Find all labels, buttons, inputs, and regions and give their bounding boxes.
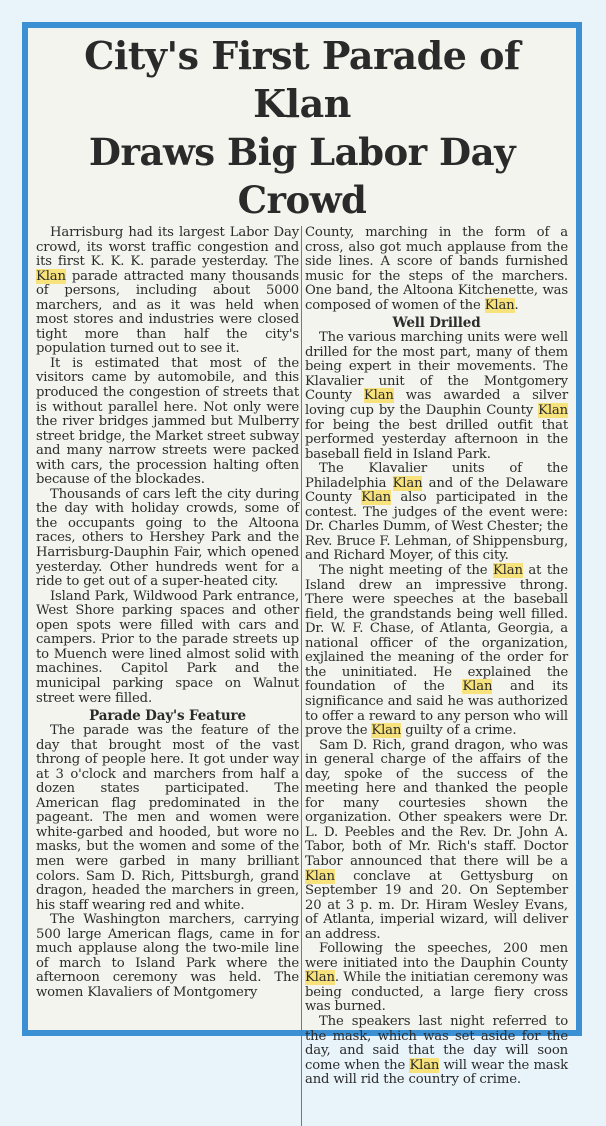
highlighted-word: Klan	[304, 868, 335, 884]
highlighted-word: Klan	[304, 970, 335, 986]
paragraph: County, marching in the form of a cross, also got much applause from the side lines. A score of bands furnished music for the steps of the marchers. One band, the Altoona Kitchenette, was composed of women of the Klan.	[304, 225, 568, 313]
column-left	[36, 226, 299, 1126]
headline-line-1: City's First Parade of Klan	[84, 33, 520, 126]
highlighted-word: Klan	[392, 475, 423, 491]
paragraph: Thousands of cars left the city during the day with holiday crowds, some of the occupants going to the Altoona races, others to Hershey Park and the Harrisburg-Dauphin Fair, which opened yesterday. Other hundreds went for a ride to get out of a super-heated city.	[36, 486, 299, 590]
paragraph: Island Park, Wildwood Park entrance, West Shore parking spaces and other open spots were filled with cars and campers. Prior to the parade streets up to Muench were lined almost solid with machines. Capitol Park and the municipal parking space on Walnut street were filled.	[36, 588, 299, 706]
column-divider	[301, 226, 302, 1126]
column-right	[305, 226, 568, 1126]
highlighted-word: Klan	[36, 268, 66, 284]
paragraph: The night meeting of the Klan at the Island drew an impressive throng. There were speeches at the baseball field, the grandstands being well filled. Dr. W. F. Chase, of Atlanta, Georgia, a national officer of the organization, exjlained the meaning of the order for the uninitiated. He explained the foundation of the Klan and its significance and said he was authorized to offer a reward to any person who will prove the Klan guilty of a crime.	[304, 563, 568, 739]
paragraph: Sam D. Rich, grand dragon, who was in general charge of the affairs of the day, spoke of the success of the meeting here and thanked the people for many courtesies shown the organization. Other speakers were Dr. L. D. Peebles and the Rev. Dr. John A. Tabor, both of Mr. Rich's staff. Doctor Tabor announced that there will be a Klan conclave at Gettysburg on September 19 and 20. On September 20 at 3 p. m. Dr. Hiram Wesley Evans, of Atlanta, imperial wizard, will deliver an address.	[304, 737, 568, 942]
highlighted-word: Klan	[484, 297, 515, 313]
paragraph: The parade was the feature of the day that brought most of the vast throng of people here. It got under way at 3 o'clock and marchers from half a dozen states participated. The American flag predominated in the pageant. The men and women were white-garbed and hooded, but wore no masks, but the women and some of the men were garbed in many brilliant colors. Sam D. Rich, Pittsburgh, grand dragon, headed the marchers in green, his staff wearing red and white.	[36, 723, 299, 913]
subheading: Parade Day's Feature	[89, 708, 246, 725]
headline	[36, 32, 568, 224]
highlighted-word: Klan	[371, 723, 402, 739]
highlighted-word: Klan	[462, 679, 493, 695]
subheading: Well Drilled	[392, 315, 481, 332]
highlighted-word: Klan	[363, 388, 394, 404]
article-frame	[22, 22, 582, 1088]
highlighted-word: Klan	[361, 490, 392, 506]
article-columns	[36, 226, 568, 1126]
paragraph: Harrisburg had its largest Labor Day crowd, its worst traffic congestion and its first K. K. K. parade yesterday. The Klan parade attracted many thousands of persons, including about 5000 marchers, and as it was held when most stores and industries were closed tight more than half the city's population turned out to see it.	[36, 225, 299, 357]
highlighted-word: Klan	[492, 563, 523, 579]
paragraph: The Washington marchers, carrying 500 large American flags, came in for much applause along the two-mile line of march to Island Park where the afternoon ceremony was held. The women Klavaliers of Montgomery	[36, 912, 299, 1000]
paragraph: It is estimated that most of the visitors came by automobile, and this produced the congestion of streets that is without parallel here. Not only were the river bridges jammed but Mulberry street bridge, the Market street subway and many narrow streets were packed with cars, the procession halting often because of the blockades.	[36, 355, 299, 488]
newspaper-clipping	[28, 28, 576, 1088]
paragraph: The speakers last night referred to the mask, which was set aside for the day, and said that the day will soon come when the Klan will wear the mask and will rid the country of crime.	[304, 1013, 568, 1088]
headline-line-2: Draws Big Labor Day Crowd	[88, 130, 516, 222]
paragraph: The Klavalier units of the Philadelphia Klan and of the Delaware County Klan also participated in the contest. The judges of the event were: Dr. Charles Dumm, of West Chester; the Rev. Bruce F. Lehman, of Shippensburg, and Richard Moyer, of this city.	[304, 461, 568, 564]
paragraph: The various marching units were well drilled for the most part, many of them being expert in their movements. The Klavalier unit of the Montgomery County Klan was awarded a silver loving cup by the Dauphin County Klan for being the best drilled outfit that performed yesterday afternoon in the baseball field in Island Park.	[304, 330, 568, 462]
highlighted-word: Klan	[409, 1057, 440, 1073]
highlighted-word: Klan	[538, 403, 568, 419]
paragraph: Following the speeches, 200 men were initiated into the Dauphin County Klan. While the initiatian ceremony was being conducted, a large fiery cross was burned.	[304, 941, 568, 1015]
